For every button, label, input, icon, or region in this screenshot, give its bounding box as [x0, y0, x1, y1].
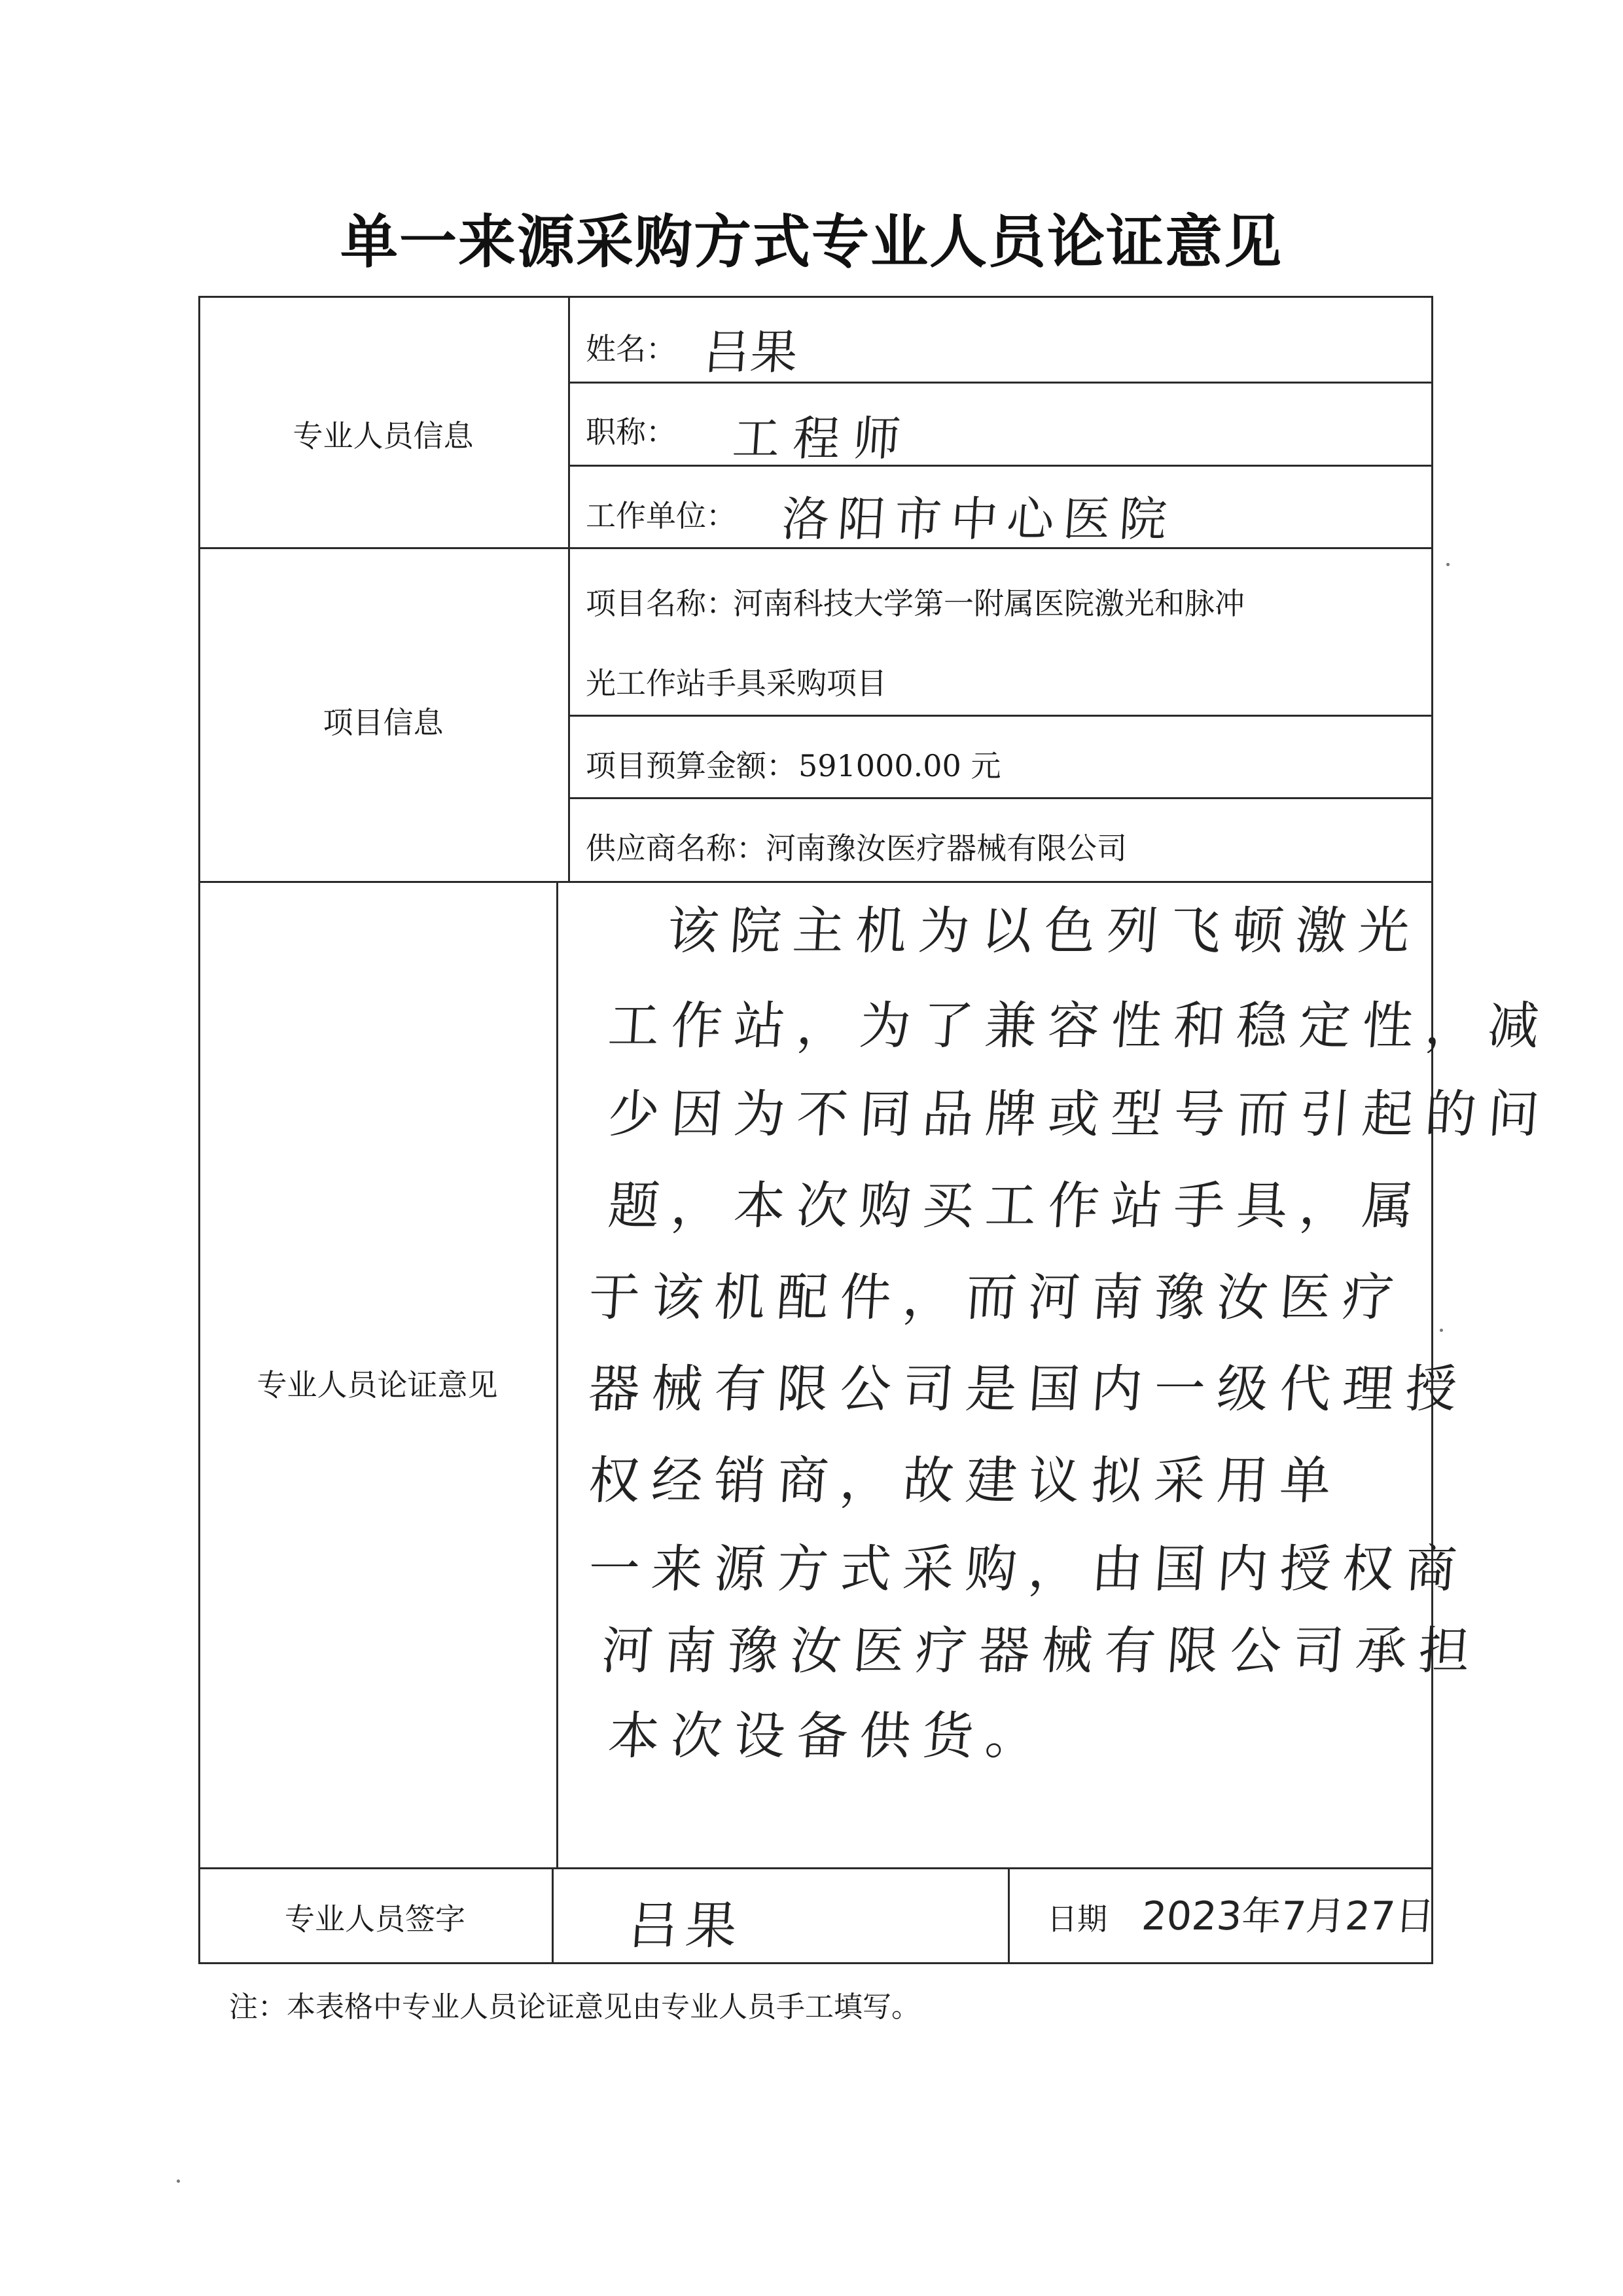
footnote: 注：本表格中专业人员论证意见由专业人员手工填写。 — [229, 1990, 920, 2024]
scan-speck — [177, 2179, 180, 2183]
project-name-label: 项目名称： — [586, 586, 736, 621]
opinion-line: 题，本次购买工作站手具，属 — [606, 1177, 1427, 1236]
supplier-value: 河南豫汝医疗器械有限公司 — [766, 831, 1127, 866]
signature-label: 专业人员签字 — [285, 1901, 465, 1937]
opinion-line: 本次设备供货。 — [606, 1707, 1050, 1766]
opinion-line: 该院主机为以色列飞顿激光 — [665, 902, 1423, 961]
opinion-line: 少因为不同品牌或型号而引起的问 — [606, 1085, 1553, 1144]
scan-speck — [1440, 1329, 1443, 1332]
title-label: 职称： — [586, 414, 676, 450]
opinion-line: 于该机配件，而河南豫汝医疗 — [586, 1268, 1408, 1327]
unit-value: 洛阳市中心医院 — [779, 492, 1178, 547]
opinion-line: 权经销商，故建议拟采用单 — [586, 1452, 1345, 1511]
budget-value: 591000.00 元 — [798, 748, 1001, 783]
name-value: 吕果 — [701, 325, 800, 380]
page-title: 单一来源采购方式专业人员论证意见 — [340, 208, 1283, 276]
title-value: 工程师 — [730, 411, 916, 466]
opinion-label: 专业人员论证意见 — [257, 1367, 498, 1403]
opinion-line: 一来源方式采购，由国内授权商 — [586, 1540, 1471, 1599]
name-label: 姓名： — [586, 331, 676, 367]
scan-speck — [1446, 563, 1450, 566]
date-label: 日期 — [1047, 1901, 1107, 1937]
opinion-line: 器械有限公司是国内一级代理授 — [586, 1360, 1471, 1419]
supplier-label: 供应商名称： — [586, 831, 766, 866]
budget-label: 项目预算金额： — [586, 748, 796, 783]
personnel-info-label: 专业人员信息 — [293, 418, 474, 454]
project-name-line2: 光工作站手具采购项目 — [586, 666, 887, 701]
unit-label: 工作单位： — [586, 498, 736, 533]
opinion-line: 河南豫汝医疗器械有限公司承担 — [599, 1622, 1484, 1681]
date-value: 2023年7月27日 — [1140, 1893, 1436, 1939]
project-info-label: 项目信息 — [323, 705, 444, 740]
opinion-line: 工作站，为了兼容性和稳定性，减 — [606, 997, 1553, 1056]
project-name-line1: 河南科技大学第一附属医院激光和脉冲 — [733, 586, 1245, 621]
signer-signature: 吕果 — [626, 1897, 745, 1956]
